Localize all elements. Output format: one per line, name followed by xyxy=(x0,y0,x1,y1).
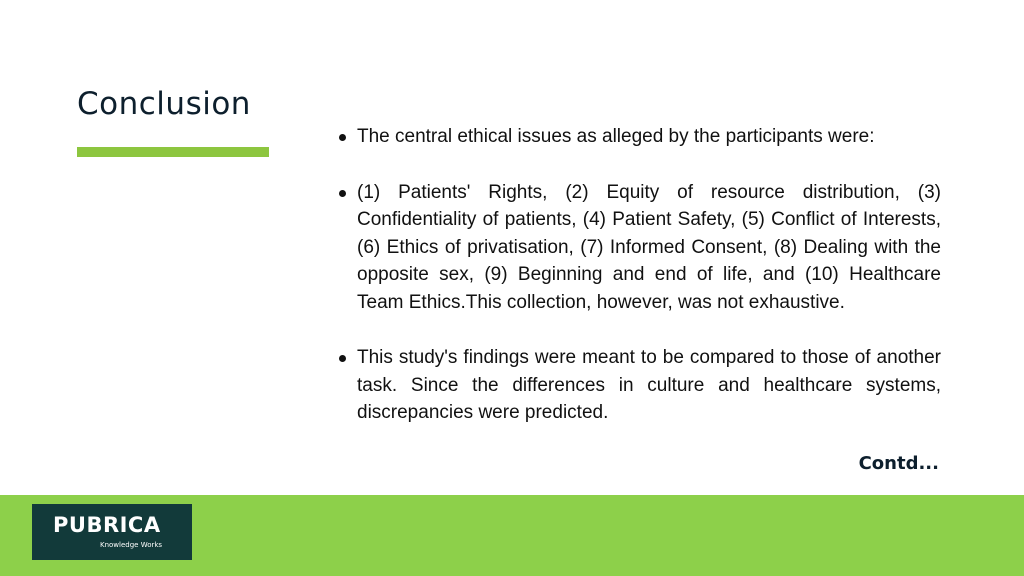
bullet-item xyxy=(337,179,941,317)
title-underline-bar xyxy=(77,147,269,157)
bullet-dot-icon xyxy=(339,190,346,197)
bullet-text: (1) Patients' Rights, (2) Equity of resource distribution, (3) Confidentiality of patients, (4) Patient Safety, (5) Conflict of Interests, (6) Ethics of privatisation, (7) Informed Consent, (8) Dealing with the opposite sex, (9) Beginning and end of life, and (10) Healthcare Team Ethics.This collection, however, was not exhaustive. xyxy=(357,181,941,313)
bullet-item xyxy=(337,123,941,151)
bullet-item xyxy=(337,344,941,427)
bullet-text: The central ethical issues as alleged by the participants were: xyxy=(357,126,875,147)
bullet-dot-icon xyxy=(339,355,346,362)
logo-wordmark: PUBRICA xyxy=(53,513,161,537)
bullet-list xyxy=(337,123,941,455)
pubrica-logo xyxy=(32,504,192,560)
logo-tagline: Knowledge Works xyxy=(100,541,163,549)
bullet-text: This study's findings were meant to be compared to those of another task. Since the differences in culture and healthcare systems, discrepancies were predicted. xyxy=(357,347,941,423)
continued-label: Contd... xyxy=(858,453,939,474)
bullet-dot-icon xyxy=(339,134,346,141)
slide-title: Conclusion xyxy=(77,86,251,122)
